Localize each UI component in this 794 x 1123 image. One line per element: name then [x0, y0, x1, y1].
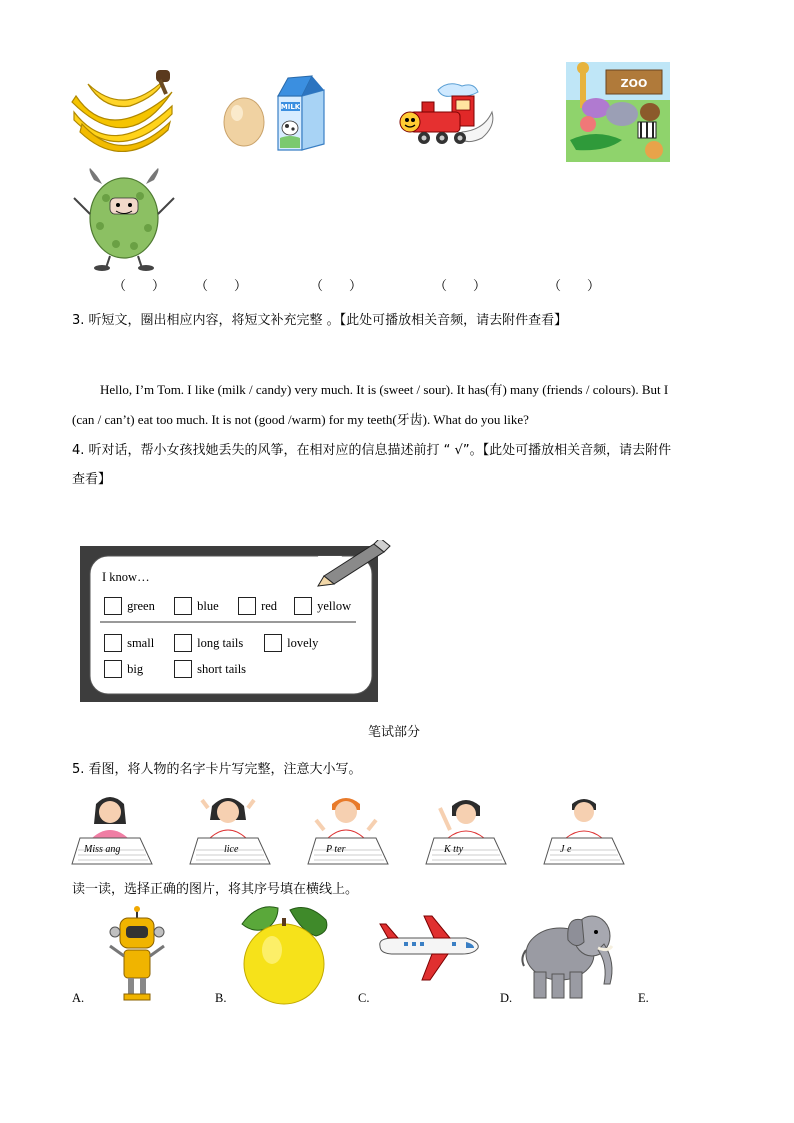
option-label-c: C.: [358, 991, 370, 1005]
checkbox-big[interactable]: [104, 660, 122, 678]
egg-icon: [222, 95, 266, 147]
plane-icon: [374, 914, 482, 984]
answer-paren-4: （ ）: [434, 278, 487, 293]
option-short-tails[interactable]: [174, 658, 246, 678]
checkbox-long-tails[interactable]: [174, 634, 192, 652]
answer-paren-1: （ ）: [113, 278, 166, 293]
q3-instruction-text: 听短文，圈出相应内容，将短文补充完整 。【此处可播放相关音频，请去附件查看】: [88, 313, 568, 328]
elephant-icon: [518, 906, 622, 1002]
option-label-lovely: lovely: [287, 636, 319, 650]
card-chalkboard-frame: [78, 540, 396, 704]
name-card-5: [542, 790, 626, 866]
option-blue[interactable]: [174, 595, 219, 615]
zoo-animals-icon: [566, 62, 670, 162]
q4-instruction-text: 听对话，帮小女孩找她丢失的风筝，在相对应的信息描述前打 “ √”。【此处可播放相关音频，请去附件: [88, 443, 672, 458]
monster-icon: [70, 168, 178, 272]
name-card-text-4: K tty: [444, 844, 464, 855]
reading-instruction: 读一读，选择正确的图片，将其序号填在横线上。: [72, 882, 359, 897]
option-lovely[interactable]: [264, 632, 318, 652]
q3-number: 3.: [72, 313, 85, 328]
section-title: 笔试部分: [368, 725, 421, 740]
option-label-d: D.: [500, 991, 513, 1005]
option-label-short-tails: short tails: [197, 662, 247, 676]
checkbox-lovely[interactable]: [264, 634, 282, 652]
name-card-3: [306, 790, 390, 866]
card-heading: I know…: [102, 570, 150, 584]
option-label-b: B.: [215, 991, 227, 1005]
checkbox-red[interactable]: [238, 597, 256, 615]
checkbox-blue[interactable]: [174, 597, 192, 615]
option-red[interactable]: [238, 595, 277, 615]
option-yellow[interactable]: [294, 595, 351, 615]
name-card-1: [70, 790, 154, 866]
girl-kitty-icon: [424, 790, 508, 866]
name-card-text-5: J e: [560, 844, 572, 855]
milk-carton-icon: [272, 74, 328, 152]
answer-paren-5: （ ）: [548, 278, 601, 293]
option-long-tails[interactable]: [174, 632, 243, 652]
checkbox-short-tails[interactable]: [174, 660, 192, 678]
answer-paren-3: （ ）: [310, 278, 363, 293]
kite-info-card: [78, 540, 396, 704]
option-big[interactable]: [104, 658, 143, 678]
q3-instruction: [72, 311, 567, 331]
checkbox-small[interactable]: [104, 634, 122, 652]
boy-joe-icon: [542, 790, 626, 866]
option-label-big: big: [127, 662, 144, 676]
checkbox-yellow[interactable]: [294, 597, 312, 615]
toy-train-icon: [392, 76, 496, 152]
name-card-text-3: P ter: [326, 844, 346, 855]
option-label-small: small: [127, 636, 155, 650]
option-label-a: A.: [72, 991, 85, 1005]
option-label-green: green: [127, 599, 155, 613]
q4-instruction-line-1: [72, 441, 671, 461]
zoo-label: ZOO: [620, 77, 648, 90]
q5-instruction-text: 看图，将人物的名字卡片写完整，注意大小写。: [88, 762, 362, 777]
q5-number: 5.: [72, 762, 85, 777]
option-label-long-tails: long tails: [197, 636, 244, 650]
option-label-blue: blue: [197, 599, 219, 613]
banana-icon: [68, 66, 176, 152]
lemon-icon: [238, 902, 334, 1006]
q4-instruction-line-2: 查看】: [72, 472, 112, 487]
checkbox-green[interactable]: [104, 597, 122, 615]
name-card-text-2: lice: [224, 844, 239, 855]
q3-passage-line-2: (can / can’t) eat too much. It is not (good /warm) for my teeth(牙齿). What do you like?: [72, 412, 529, 427]
milk-label: MILK: [280, 103, 301, 111]
option-label-red: red: [261, 599, 278, 613]
answer-paren-2: （ ）: [195, 278, 248, 293]
option-green[interactable]: [104, 595, 155, 615]
option-label-yellow: yellow: [317, 599, 352, 613]
robot-icon: [106, 906, 168, 1002]
q4-number: 4.: [72, 443, 85, 458]
name-card-text-1: Miss ang: [84, 844, 121, 855]
name-card-2: [188, 790, 272, 866]
name-card-4: [424, 790, 508, 866]
boy-peter-icon: [306, 790, 390, 866]
q5-instruction: [72, 760, 362, 780]
q3-passage-line-1: Hello, I’m Tom. I like (milk / candy) very much. It is (sweet / sour). It has(有) many (friends / colours). But I: [100, 382, 669, 397]
option-label-e: E.: [638, 991, 649, 1005]
option-small[interactable]: [104, 632, 154, 652]
